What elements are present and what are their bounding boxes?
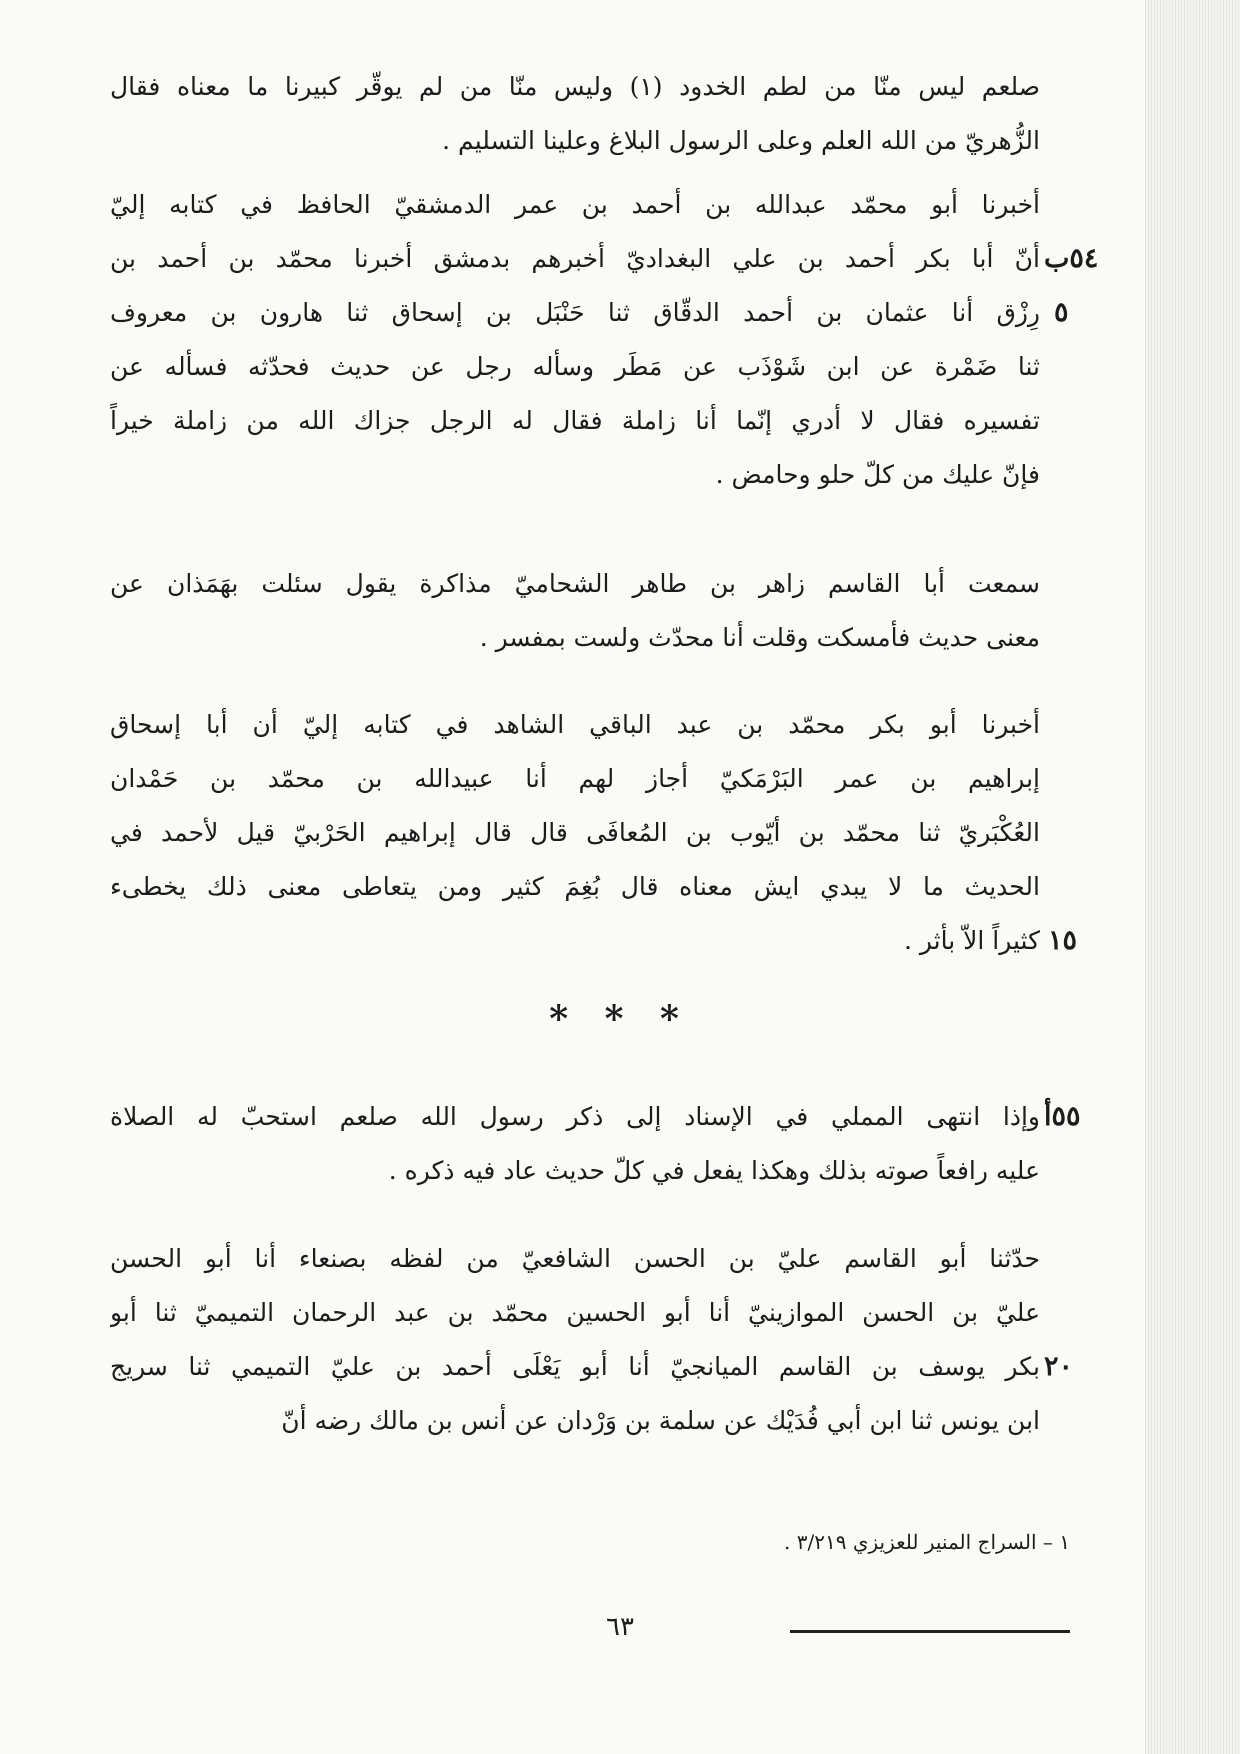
text-line: بكر يوسف بن القاسم الميانجيّ أنا أبو يَعْلَى أحمد بن عليّ التميمي ثنا سريج [110, 1352, 1040, 1381]
text-line: صلعم ليس منّا من لطم الخدود (١) وليس منّا من لم يوقّر كبيرنا ما معناه فقال [110, 72, 1040, 101]
paragraph-6 [110, 1232, 1040, 1448]
paragraph-2 [110, 178, 1040, 502]
text-line: أخبرنا أبو محمّد عبدالله بن أحمد بن عمر الدمشقيّ الحافظ في كتابه إليّ [110, 190, 1040, 219]
text-line: تفسيره فقال لا أدري إنّما أنا زاملة فقال له الرجل جزاك الله من زاملة خيراً [110, 406, 1040, 435]
paragraph-3 [110, 557, 1040, 665]
footnote: ١ – السراج المنير للعزيزي ٣/٢١٩ . [784, 1530, 1070, 1554]
text-line: وإذا انتهى المملي في الإسناد إلى ذكر رسول الله صلعم استحبّ له الصلاة [110, 1102, 1040, 1131]
paragraph-1 [110, 60, 1040, 168]
line-number-5: ٥ [1054, 297, 1069, 328]
text-line: أخبرنا أبو بكر محمّد بن عبد الباقي الشاهد في كتابه إليّ أن أبا إسحاق [110, 710, 1040, 739]
text-line: عليّ بن الحسن الموازينيّ أنا أبو الحسين محمّد بن عبد الرحمان التميميّ ثنا أبو [110, 1298, 1040, 1327]
text-line: إبراهيم بن عمر البَرْمَكيّ أجاز لهم أنا عبيدالله بن محمّد بن حَمْدان [110, 764, 1040, 793]
paragraph-5 [110, 1090, 1040, 1198]
text-line: فإنّ عليك من كلّ حلو وحامض . [715, 460, 1040, 489]
line-number-15: ١٥ [1048, 925, 1078, 956]
section-separator: * * * [549, 998, 691, 1040]
text-line: الزُّهريّ من الله العلم وعلى الرسول البلاغ وعلينا التسليم . [442, 126, 1040, 155]
text-line: حدّثنا أبو القاسم عليّ بن الحسن الشافعيّ من لفظه بصنعاء أنا أبو الحسن [110, 1244, 1040, 1273]
line-number-20: ٢٠ [1044, 1351, 1074, 1382]
page-number: ٦٣ [606, 1612, 634, 1642]
text-line: ابن يونس ثنا ابن أبي فُدَيْك عن سلمة بن وَرْدان عن أنس بن مالك رضه أنّ [281, 1406, 1040, 1435]
text-line: كثيراً الاّ بأثر . [903, 926, 1040, 955]
text-line: سمعت أبا القاسم زاهر بن طاهر الشحاميّ مذاكرة يقول سئلت بهَمَذان عن [110, 569, 1040, 598]
paragraph-4 [110, 698, 1040, 968]
text-line: الحديث ما لا يبدي ايش معناه قال بُغِمَ كثير ومن يتعاطى معنى ذلك يخطىء [110, 872, 1040, 901]
folio-marker-54b: ٥٤ب [1044, 243, 1099, 274]
text-line: أنّ أبا بكر أحمد بن علي البغداديّ أخبرهم بدمشق أخبرنا محمّد بن أحمد بن [110, 244, 1040, 273]
text-line: رِزْق أنا عثمان بن أحمد الدقّاق ثنا حَنْبَل بن إسحاق ثنا هارون بن معروف [110, 298, 1040, 327]
text-line: ثنا ضَمْرة عن ابن شَوْذَب عن مَطَر وسأله رجل عن حديث فحدّثه فسأله عن [110, 352, 1040, 381]
text-line: عليه رافعاً صوته بذلك وهكذا يفعل في كلّ حديث عاد فيه ذكره . [388, 1156, 1040, 1185]
text-line: معنى حديث فأمسكت وقلت أنا محدّث ولست بمفسر . [479, 623, 1040, 652]
folio-marker-55a: ٥٥أ [1044, 1101, 1081, 1132]
text-line: العُكْبَريّ ثنا محمّد بن أيّوب بن المُعافَى قال قال إبراهيم الحَرْبيّ قيل لأحمد في [110, 818, 1040, 847]
